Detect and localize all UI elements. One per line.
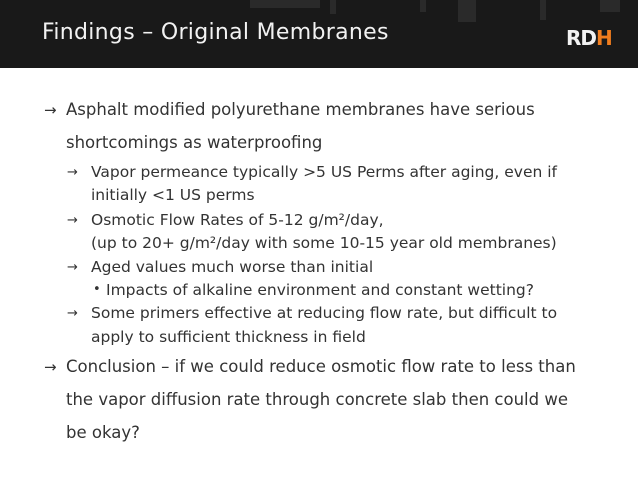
arrow-bullet-icon: →	[67, 260, 78, 275]
sub-bullet-text-line: Osmotic Flow Rates of 5-12 g/m²/day,	[91, 211, 384, 229]
bullet-text-line: the vapor diffusion rate through concrete slab then could we	[66, 390, 568, 409]
bullet-item	[44, 96, 624, 157]
third-level-text-line: Impacts of alkaline environment and constant wetting?	[106, 281, 534, 299]
bullet-text-line: Conclusion – if we could reduce osmotic flow rate to less than	[66, 357, 576, 376]
arrow-bullet-icon: →	[67, 165, 78, 180]
bullet-item	[44, 353, 624, 447]
sub-bullet-text-line: apply to sufficient thickness in field	[91, 328, 366, 346]
sub-bullet-text-line: (up to 20+ g/m²/day with some 10-15 year old membranes)	[91, 234, 557, 252]
bullet-text-line: be okay?	[66, 423, 140, 442]
arrow-bullet-icon: →	[44, 358, 57, 376]
sub-bullet-text-line: initially <1 US perms	[91, 186, 255, 204]
sub-bullet-text-line: Vapor permeance typically >5 US Perms after aging, even if	[91, 163, 557, 181]
bullet-text-line: Asphalt modified polyurethane membranes have serious	[66, 100, 535, 119]
slide-title: Findings – Original Membranes	[42, 20, 389, 45]
logo-r: R	[566, 26, 581, 50]
header-decoration	[420, 0, 426, 12]
header-decoration	[250, 0, 320, 8]
arrow-bullet-icon: →	[67, 306, 78, 321]
header-decoration	[600, 0, 620, 12]
third-level-item	[44, 279, 624, 301]
sub-bullet-text-line: Aged values much worse than initial	[91, 258, 374, 276]
header-decoration	[330, 0, 336, 14]
sub-bullet-item	[44, 161, 624, 207]
slide-body	[44, 96, 624, 447]
logo-d: D	[580, 26, 597, 50]
rdh-logo	[566, 26, 612, 50]
sub-bullet-item	[44, 256, 624, 279]
arrow-bullet-icon: →	[67, 213, 78, 228]
sub-bullet-item	[44, 209, 624, 255]
arrow-bullet-icon: →	[44, 101, 57, 119]
sub-bullet-item	[44, 302, 624, 349]
bullet-text-line: shortcomings as waterproofing	[66, 133, 323, 152]
header-decoration	[540, 0, 546, 20]
dot-bullet-icon: •	[93, 282, 101, 297]
logo-h: H	[596, 26, 612, 50]
slide-header	[0, 0, 638, 68]
sub-bullet-text-line: Some primers effective at reducing flow rate, but difficult to	[91, 304, 558, 322]
header-decoration	[458, 0, 476, 22]
